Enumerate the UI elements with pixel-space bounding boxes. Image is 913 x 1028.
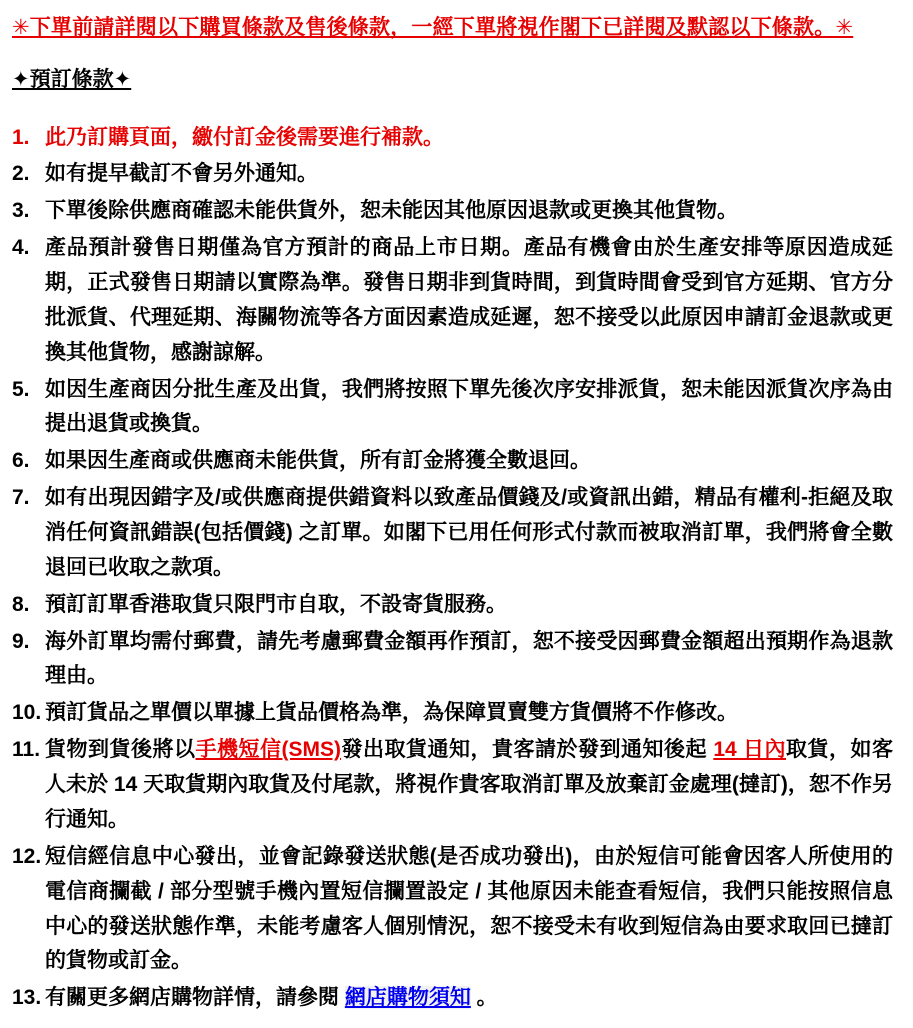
term-number: 3. — [12, 199, 30, 223]
text-run: 。 — [470, 986, 498, 1010]
term-text — [45, 981, 893, 1016]
sms-notice-highlight: 手機短信(SMS) — [195, 738, 341, 762]
term-text — [45, 588, 893, 623]
text-run: 如果因生產商或供應商未能供貨，所有訂金將獲全數退回。 — [45, 449, 591, 473]
text-run: 短信經信息中心發出，並會記錄發送狀態(是否成功發出)，由於短信可能會因客人所使用的電信商攔截 / 部分型號手機內置短信攔置設定 / 其他原因未能查看短信，我們只能按照信息中心的發送狀態作準，未能考慮客人個別情況，恕不接受未有收到短信為由要求取回已撻訂的貨物或訂金。 — [45, 844, 893, 973]
text-run: 貨物到貨後將以 — [45, 738, 196, 762]
terms-document — [12, 14, 893, 1016]
term-number: 5. — [12, 377, 30, 401]
term-text — [45, 157, 893, 192]
term-number: 13. — [12, 986, 42, 1010]
term-number: 6. — [12, 449, 30, 473]
shop-guide-link[interactable]: 網店購物須知 — [344, 986, 471, 1010]
term-item-13 — [12, 981, 893, 1016]
term-number: 4. — [12, 236, 30, 260]
term-text — [45, 696, 893, 731]
term-number: 10. — [12, 701, 42, 725]
term-number: 8. — [12, 592, 30, 616]
term-item-12 — [12, 840, 893, 979]
text-run: 如有出現因錯字及/或供應商提供錯資料以致產品價錢及/或資訊出錯，精品有權利-拒絕及取消任何資訊錯誤(包括價錢) 之訂單。如閣下已用任何形式付款而被取消訂單，我們將會全數退回已收取之款項。 — [45, 486, 893, 579]
text-run: 此乃訂購頁面，繳付訂金後需要進行補款。 — [45, 125, 444, 149]
term-item-6 — [12, 444, 893, 479]
text-run: 有關更多網店購物詳情，請參閱 — [45, 986, 345, 1010]
term-item-5 — [12, 373, 893, 443]
text-run: 如因生產商因分批生產及出貨，我們將按照下單先後次序安排派貨，恕未能因派貨次序為由提出退貨或換貨。 — [45, 377, 893, 436]
term-item-3 — [12, 194, 893, 229]
term-item-11 — [12, 733, 893, 838]
text-run: 發出取貨通知，貴客請於發到通知後起 — [341, 738, 714, 762]
term-number: 9. — [12, 629, 30, 653]
term-text — [45, 481, 893, 586]
term-number: 1. — [12, 125, 30, 149]
term-item-10 — [12, 696, 893, 731]
header-notice: ✳下單前請詳閱以下購買條款及售後條款，一經下單將視作閣下已詳閱及默認以下條款。✳ — [12, 16, 854, 39]
term-item-7 — [12, 481, 893, 586]
text-run: 如有提早截訂不會另外通知。 — [45, 162, 318, 186]
term-text — [45, 373, 893, 443]
term-item-8 — [12, 588, 893, 623]
term-item-4 — [12, 231, 893, 370]
terms-list — [12, 121, 893, 1016]
term-item-2 — [12, 157, 893, 192]
term-text — [45, 194, 893, 229]
text-run: 取貨，如客人未於 14 天取貨期內取貨及付尾款，將視作貴客取消訂單及放棄訂金處理(撻訂)，恕不作另行通知。 — [45, 738, 894, 831]
term-number: 2. — [12, 162, 30, 186]
text-run: 下單後除供應商確認未能供貨外，恕未能因其他原因退款或更換其他貨物。 — [45, 199, 738, 223]
term-text — [45, 625, 893, 695]
text-run: 產品預計發售日期僅為官方預計的商品上市日期。產品有機會由於生產安排等原因造成延期，正式發售日期請以實際為準。發售日期非到貨時間，到貨時間會受到官方延期、官方分批派貨、代理延期、海關物流等各方面因素造成延遲，恕不接受以此原因申請訂金退款或更換其他貨物，感謝諒解。 — [45, 236, 893, 364]
pickup-deadline-highlight: 14 日內 — [713, 738, 787, 762]
term-number: 7. — [12, 486, 30, 510]
section-title: ✦預訂條款✦ — [12, 68, 132, 92]
text-run: 預訂貨品之單價以單據上貨品價格為準，為保障買賣雙方貨價將不作修改。 — [45, 701, 738, 725]
term-text — [45, 121, 893, 156]
term-text — [45, 840, 893, 979]
term-item-1 — [12, 121, 893, 156]
text-run: 海外訂單均需付郵費，請先考慮郵費金額再作預訂，恕不接受因郵費金額超出預期作為退款理由。 — [45, 629, 893, 688]
term-item-9 — [12, 625, 893, 695]
term-text — [45, 444, 893, 479]
text-run: 預訂訂單香港取貨只限門市自取，不設寄貨服務。 — [45, 592, 507, 616]
term-number: 12. — [12, 844, 42, 868]
term-text — [45, 733, 893, 838]
term-text — [45, 231, 893, 370]
term-number: 11. — [12, 738, 41, 762]
